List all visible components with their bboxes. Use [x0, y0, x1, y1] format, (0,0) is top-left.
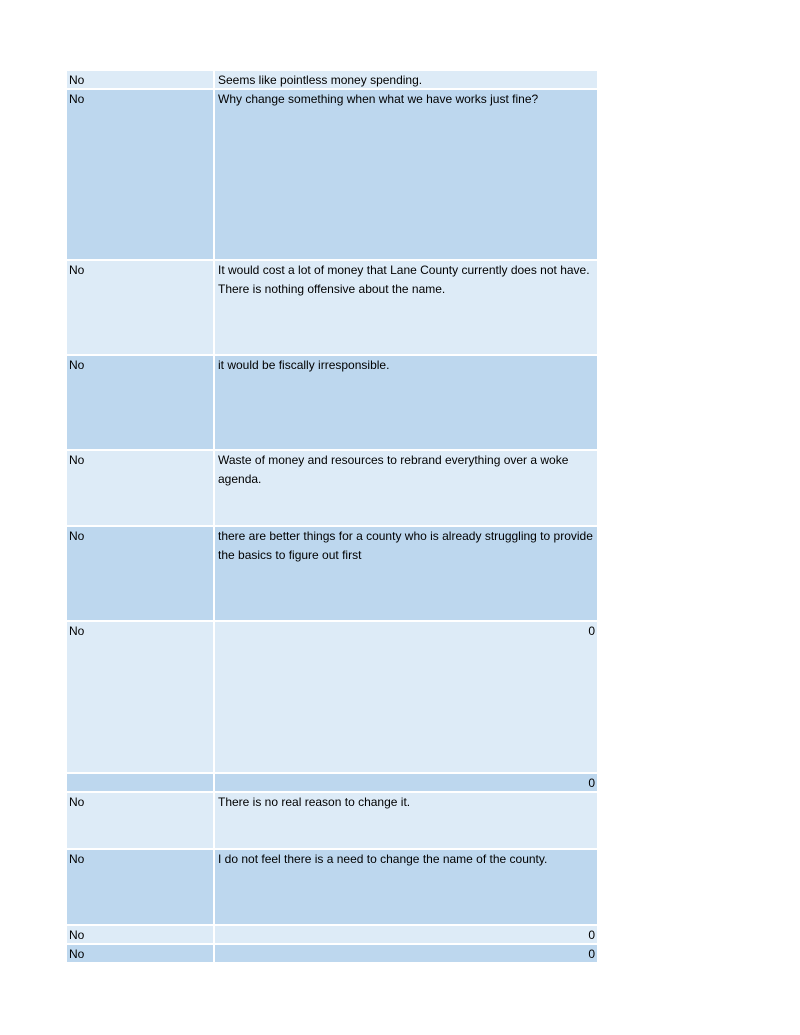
answer-cell[interactable]: No	[67, 527, 215, 620]
answer-cell[interactable]: No	[67, 945, 215, 962]
table-row	[67, 850, 597, 926]
answer-cell[interactable]	[67, 774, 215, 791]
comment-cell[interactable]: Seems like pointless money spending.	[218, 73, 423, 87]
comment-cell[interactable]: 0	[588, 947, 595, 961]
answer-cell[interactable]: No	[67, 261, 215, 354]
table-row	[67, 945, 597, 964]
table-row	[67, 90, 597, 261]
comment-cell[interactable]: Why change something when what we have works just fine?	[218, 92, 539, 106]
comment-cell[interactable]: 0	[588, 928, 595, 942]
table-row	[67, 261, 597, 356]
answer-cell[interactable]: No	[67, 356, 215, 449]
answer-cell[interactable]: No	[67, 451, 215, 525]
answer-cell[interactable]: No	[67, 622, 215, 772]
comment-cell[interactable]: 0	[588, 776, 595, 790]
spreadsheet-table	[67, 71, 597, 964]
answer-cell[interactable]: No	[67, 90, 215, 259]
table-row	[67, 527, 597, 622]
comment-cell[interactable]: I do not feel there is a need to change the name of the county.	[218, 852, 548, 866]
answer-cell[interactable]: No	[67, 793, 215, 848]
table-row	[67, 793, 597, 850]
comment-cell[interactable]: 0	[588, 624, 595, 638]
comment-cell[interactable]: It would cost a lot of money that Lane County currently does not have. There is nothing offensive about the name.	[218, 263, 590, 296]
table-row	[67, 774, 597, 793]
table-row	[67, 622, 597, 774]
comment-cell[interactable]: Waste of money and resources to rebrand everything over a woke agenda.	[218, 453, 569, 486]
table-row	[67, 926, 597, 945]
comment-cell[interactable]: it would be fiscally irresponsible.	[218, 358, 390, 372]
comment-cell[interactable]: there are better things for a county who is already struggling to provide the basics to figure out first	[218, 529, 593, 562]
table-row	[67, 71, 597, 90]
table-row	[67, 451, 597, 527]
answer-cell[interactable]: No	[67, 926, 215, 943]
answer-cell[interactable]: No	[67, 850, 215, 924]
answer-cell[interactable]: No	[67, 71, 215, 88]
table-row	[67, 356, 597, 451]
comment-cell[interactable]: There is no real reason to change it.	[218, 795, 411, 809]
